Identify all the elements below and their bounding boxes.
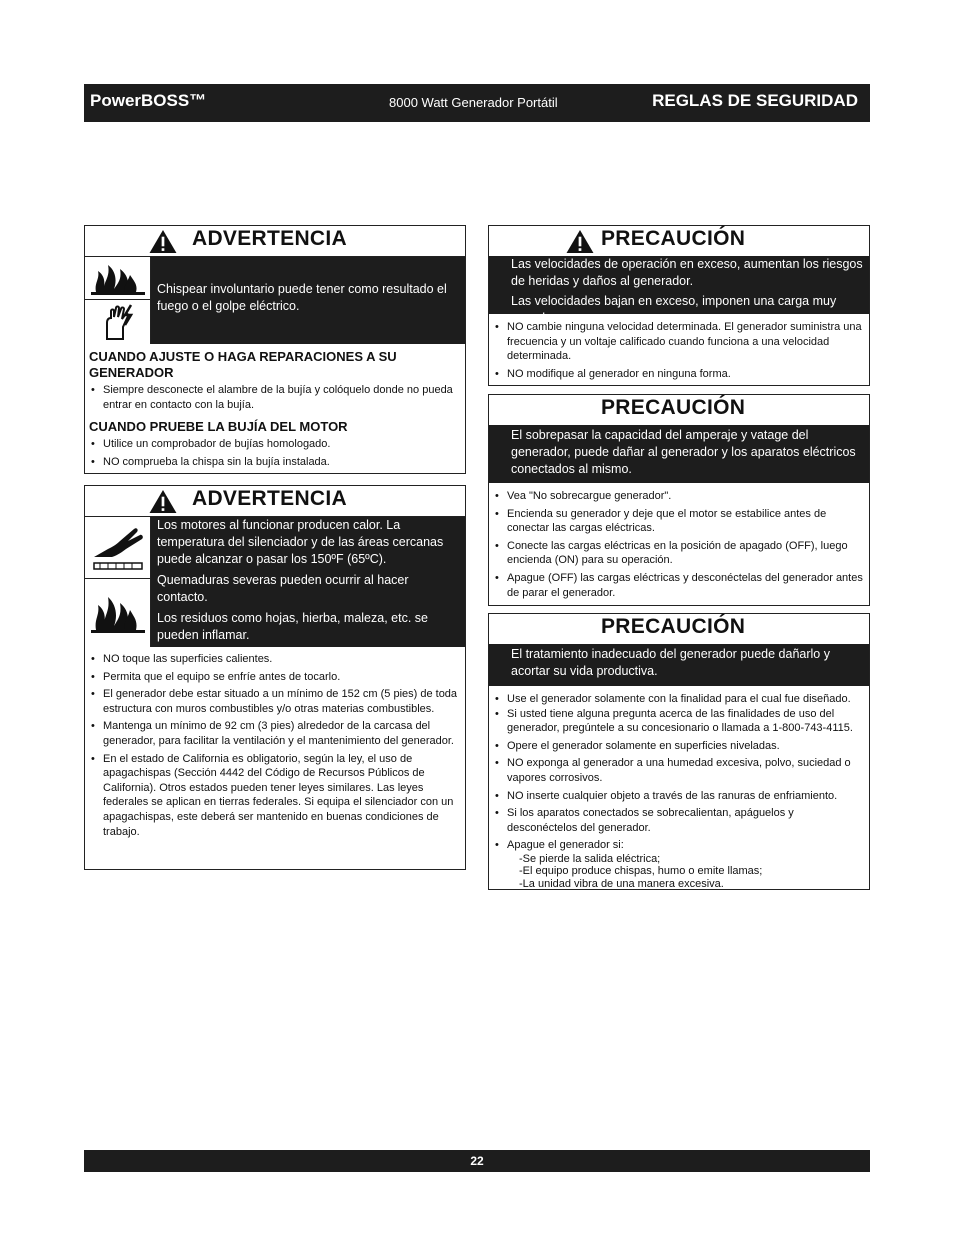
warning-triangle-icon	[148, 229, 178, 254]
stop-condition: -El equipo produce chispas, humo o emite llamas;	[519, 865, 763, 878]
list-item: • Utilice un comprobador de bujías homologado.	[89, 437, 461, 452]
list-item: • NO inserte cualquier objeto a través de las ranuras de enfriamiento.	[493, 789, 865, 804]
caution-header	[489, 614, 869, 644]
list-item: • NO exponga al generador a una humedad excesiva, polvo, suciedad o vapores corrosivos.	[493, 756, 865, 785]
stop-condition: -La unidad vibra de una manera excesiva.	[519, 877, 724, 890]
warning-title: ADVERTENCIA	[192, 227, 347, 250]
instruction-list	[85, 383, 465, 419]
hazard-text: Las velocidades de operación en exceso, aumentan los riesgos de heridas y daños al generador.	[511, 257, 863, 288]
fire-icon	[85, 257, 151, 300]
list-item: • Use el generador solamente con la finalidad para el cual fue diseñado.	[493, 692, 865, 707]
list-item: • NO modifique al generador en ninguna forma.	[493, 367, 865, 382]
caution-header	[489, 395, 869, 425]
list-item: • NO toque las superficies calientes.	[89, 652, 461, 667]
list-item: • Mantenga un mínimo de 92 cm (3 pies) alrededor de la carcasa del generador, para facilitar la ventilación y el mantenimiento del generador.	[89, 719, 461, 748]
instruction-list	[489, 686, 869, 853]
list-item: • Si usted tiene alguna pregunta acerca de las finalidades de uso del generador, pregúntele a su concesionario o llamada a 1-800-743-4115.	[493, 707, 865, 736]
subsection-heading: CUANDO PRUEBE LA BUJÍA DEL MOTOR	[89, 419, 348, 435]
hazard-band	[85, 517, 465, 647]
electric-shock-icon	[85, 300, 151, 344]
list-item: • Apague (OFF) las cargas eléctricas y desconéctelas del generador antes de parar el generador.	[493, 571, 865, 600]
hazard-text: Quemaduras severas pueden ocurrir al hacer contacto.	[157, 573, 409, 604]
instruction-list	[489, 483, 869, 607]
list-item: • Opere el generador solamente en superficies niveladas.	[493, 739, 865, 754]
hazard-band	[85, 257, 465, 344]
warning-box-sparks	[84, 225, 466, 474]
warning-triangle-icon	[565, 229, 595, 254]
warning-box-heat	[84, 485, 466, 870]
list-item: • Siempre desconecte el alambre de la bujía y colóquelo donde no pueda entrar en contacto con la bujía.	[89, 383, 461, 412]
instruction-list	[489, 314, 869, 388]
list-item: • Apague el generador si:	[493, 838, 865, 853]
hazard-band	[489, 425, 869, 483]
hazard-text: Los motores al funcionar producen calor. La temperatura del silenciador y de las áreas cercanas puede alcanzar o pasar los 150ºF (65ºC).	[157, 518, 444, 566]
product-name: 8000 Watt Generador Portátil	[389, 95, 558, 110]
list-item: • NO comprueba la chispa sin la bujía instalada.	[89, 455, 461, 470]
list-item: • Encienda su generador y deje que el motor se estabilice antes de conectar las cargas eléctricas.	[493, 507, 865, 536]
page-number: 22	[84, 1150, 870, 1172]
list-item: • En el estado de California es obligatorio, según la ley, el uso de apagachispas (Sección 4442 del Código de Recursos Públicos de California). Otros estados pueden tener leyes similares. Las leyes federales se aplican en tierras federales. Si equipa el silenciador con un apagachispas, este deberá ser mantenido en buenas condiciones de trabajo.	[89, 752, 461, 840]
hazard-band	[489, 256, 869, 325]
hot-surface-icon	[85, 517, 151, 579]
instruction-list	[85, 647, 465, 846]
stop-conditions	[489, 853, 869, 891]
hazard-text: El tratamiento inadecuado del generador puede dañarlo y acortar su vida productiva.	[511, 647, 830, 678]
caution-header	[489, 226, 869, 256]
fire-icon	[85, 579, 151, 647]
hazard-text: Los residuos como hojas, hierba, maleza, etc. se pueden inflamar.	[157, 611, 428, 642]
warning-header	[85, 226, 465, 257]
subsection-heading: CUANDO AJUSTE O HAGA REPARACIONES A SU GENERADOR	[89, 349, 397, 380]
caution-box-misuse	[488, 613, 870, 890]
list-item: • Si los aparatos conectados se sobrecalientan, apáguelos y desconéctelos del generador.	[493, 806, 865, 835]
caution-box-speed	[488, 225, 870, 386]
stop-condition: -Se pierde la salida eléctrica;	[519, 852, 661, 865]
section-title: REGLAS DE SEGURIDAD	[652, 91, 858, 110]
page-header	[84, 84, 870, 122]
list-item: • Permita que el equipo se enfríe antes de tocarlo.	[89, 670, 461, 685]
instruction-list	[85, 437, 465, 476]
list-item: • NO cambie ninguna velocidad determinada. El generador suministra una frecuencia y un voltaje calificado cuando funciona a una velocidad determinada.	[493, 320, 865, 364]
caution-title: PRECAUCIÓN	[601, 615, 746, 638]
hazard-text: Las velocidades bajan en exceso, imponen una carga muy pesada.	[511, 294, 837, 325]
warning-title: ADVERTENCIA	[192, 487, 347, 510]
brand-name: PowerBOSS™	[90, 91, 207, 110]
warning-header	[85, 486, 465, 517]
hazard-text: Chispear involuntario puede tener como resultado el fuego o el golpe eléctrico.	[157, 282, 447, 313]
list-item: • El generador debe estar situado a un mínimo de 152 cm (5 pies) de toda estructura con muros combustibles y/o otras materias combustibles.	[89, 687, 461, 716]
hazard-band	[489, 644, 869, 686]
list-item: • Vea "No sobrecargue generador".	[493, 489, 865, 504]
list-item: • Conecte las cargas eléctricas en la posición de apagado (OFF), luego encienda (ON) para su operación.	[493, 539, 865, 568]
caution-box-overload	[488, 394, 870, 606]
hazard-text: El sobrepasar la capacidad del amperaje y vatage del generador, puede dañar al generador y los aparatos eléctricos conectados al mismo.	[511, 428, 856, 476]
warning-triangle-icon	[148, 489, 178, 514]
caution-title: PRECAUCIÓN	[601, 227, 746, 250]
caution-title: PRECAUCIÓN	[601, 396, 746, 419]
